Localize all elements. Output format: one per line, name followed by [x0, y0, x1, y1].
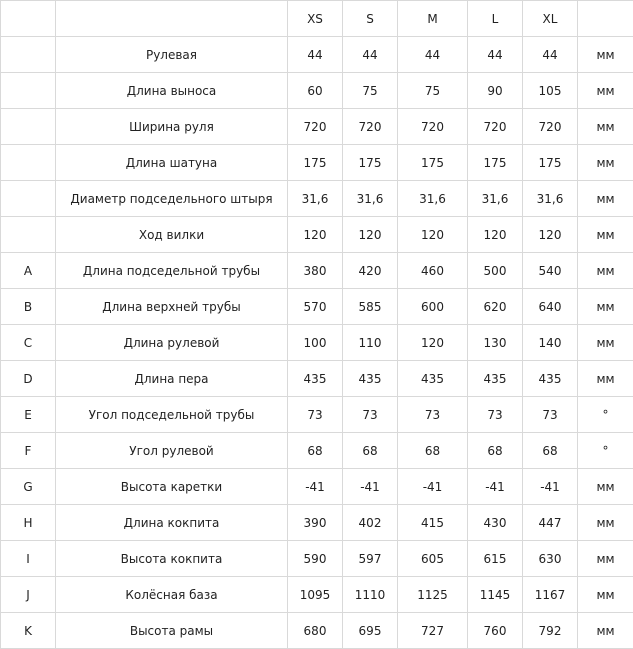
row-unit: °: [578, 397, 633, 433]
table-row: [1, 613, 633, 649]
table-row: [1, 577, 633, 613]
row-value-s: -41: [343, 469, 398, 505]
row-letter: [1, 37, 56, 73]
row-parameter-name: Высота рамы: [56, 613, 288, 649]
row-value-xl: 640: [523, 289, 578, 325]
row-unit: мм: [578, 37, 633, 73]
row-letter: [1, 145, 56, 181]
row-value-xl: 175: [523, 145, 578, 181]
row-letter: C: [1, 325, 56, 361]
row-value-xs: 380: [288, 253, 343, 289]
row-value-xl: 630: [523, 541, 578, 577]
row-letter: D: [1, 361, 56, 397]
row-value-xs: 590: [288, 541, 343, 577]
row-unit: мм: [578, 217, 633, 253]
row-value-m: 44: [398, 37, 468, 73]
row-unit: мм: [578, 145, 633, 181]
row-unit: мм: [578, 253, 633, 289]
row-letter: [1, 181, 56, 217]
row-parameter-name: Колёсная база: [56, 577, 288, 613]
row-value-xs: 175: [288, 145, 343, 181]
row-unit: мм: [578, 541, 633, 577]
row-value-l: 90: [468, 73, 523, 109]
table-row: [1, 73, 633, 109]
row-value-m: 73: [398, 397, 468, 433]
row-parameter-name: Длина подседельной трубы: [56, 253, 288, 289]
table-row: [1, 541, 633, 577]
row-value-xl: 435: [523, 361, 578, 397]
row-value-m: 727: [398, 613, 468, 649]
row-value-l: 500: [468, 253, 523, 289]
row-value-xl: 792: [523, 613, 578, 649]
row-value-xs: 1095: [288, 577, 343, 613]
table-row: [1, 361, 633, 397]
table-row: [1, 37, 633, 73]
size-header-l: L: [468, 1, 523, 37]
row-value-m: 120: [398, 217, 468, 253]
row-value-s: 68: [343, 433, 398, 469]
row-letter: F: [1, 433, 56, 469]
row-value-xl: 44: [523, 37, 578, 73]
row-value-m: 605: [398, 541, 468, 577]
row-letter: [1, 109, 56, 145]
row-letter: J: [1, 577, 56, 613]
row-letter: H: [1, 505, 56, 541]
row-value-s: 720: [343, 109, 398, 145]
row-value-xs: 120: [288, 217, 343, 253]
row-value-m: 68: [398, 433, 468, 469]
row-unit: мм: [578, 361, 633, 397]
row-value-l: 130: [468, 325, 523, 361]
row-letter: [1, 73, 56, 109]
row-value-l: 720: [468, 109, 523, 145]
row-letter: I: [1, 541, 56, 577]
row-letter: K: [1, 613, 56, 649]
row-parameter-name: Ширина руля: [56, 109, 288, 145]
row-parameter-name: Высота каретки: [56, 469, 288, 505]
row-value-m: 600: [398, 289, 468, 325]
table-row: [1, 253, 633, 289]
size-header-xs: XS: [288, 1, 343, 37]
row-value-s: 120: [343, 217, 398, 253]
row-parameter-name: Высота кокпита: [56, 541, 288, 577]
row-value-l: 68: [468, 433, 523, 469]
row-unit: мм: [578, 577, 633, 613]
row-value-m: 415: [398, 505, 468, 541]
row-parameter-name: Угол подседельной трубы: [56, 397, 288, 433]
size-header-m: M: [398, 1, 468, 37]
header-unit-cell: [578, 1, 633, 37]
row-value-m: 175: [398, 145, 468, 181]
table-row: [1, 289, 633, 325]
row-value-m: 435: [398, 361, 468, 397]
row-value-s: 110: [343, 325, 398, 361]
header-name-cell: [56, 1, 288, 37]
row-value-s: 31,6: [343, 181, 398, 217]
row-value-xs: 720: [288, 109, 343, 145]
row-value-xl: 120: [523, 217, 578, 253]
row-value-s: 44: [343, 37, 398, 73]
row-parameter-name: Длина кокпита: [56, 505, 288, 541]
row-parameter-name: Длина выноса: [56, 73, 288, 109]
row-value-xl: 1167: [523, 577, 578, 613]
row-value-xs: 100: [288, 325, 343, 361]
row-value-m: 75: [398, 73, 468, 109]
row-parameter-name: Длина верхней трубы: [56, 289, 288, 325]
row-value-s: 175: [343, 145, 398, 181]
size-header-xl: XL: [523, 1, 578, 37]
row-value-l: 44: [468, 37, 523, 73]
row-letter: B: [1, 289, 56, 325]
row-value-s: 597: [343, 541, 398, 577]
row-parameter-name: Рулевая: [56, 37, 288, 73]
row-unit: мм: [578, 325, 633, 361]
row-value-xs: 390: [288, 505, 343, 541]
geometry-table-body: [1, 1, 633, 649]
row-parameter-name: Угол рулевой: [56, 433, 288, 469]
row-unit: мм: [578, 181, 633, 217]
row-value-l: 73: [468, 397, 523, 433]
table-row: [1, 181, 633, 217]
header-row: [1, 1, 633, 37]
row-value-l: 430: [468, 505, 523, 541]
row-value-xl: 540: [523, 253, 578, 289]
row-value-xl: 105: [523, 73, 578, 109]
row-value-s: 435: [343, 361, 398, 397]
row-value-s: 75: [343, 73, 398, 109]
row-value-l: 1145: [468, 577, 523, 613]
row-value-xs: 60: [288, 73, 343, 109]
row-value-l: 615: [468, 541, 523, 577]
row-value-m: 31,6: [398, 181, 468, 217]
row-unit: °: [578, 433, 633, 469]
row-value-xs: 73: [288, 397, 343, 433]
size-header-s: S: [343, 1, 398, 37]
row-value-xs: 570: [288, 289, 343, 325]
row-unit: мм: [578, 73, 633, 109]
row-value-xl: 447: [523, 505, 578, 541]
row-value-l: 120: [468, 217, 523, 253]
row-letter: A: [1, 253, 56, 289]
row-value-s: 73: [343, 397, 398, 433]
row-value-xl: 73: [523, 397, 578, 433]
row-unit: мм: [578, 109, 633, 145]
row-parameter-name: Длина рулевой: [56, 325, 288, 361]
row-parameter-name: Длина шатуна: [56, 145, 288, 181]
table-row: [1, 433, 633, 469]
row-value-l: 760: [468, 613, 523, 649]
table-row: [1, 469, 633, 505]
row-value-s: 695: [343, 613, 398, 649]
row-value-l: 435: [468, 361, 523, 397]
table-row: [1, 145, 633, 181]
row-value-s: 402: [343, 505, 398, 541]
row-parameter-name: Диаметр подседельного штыря: [56, 181, 288, 217]
row-value-xl: 140: [523, 325, 578, 361]
row-unit: мм: [578, 469, 633, 505]
row-value-xl: 720: [523, 109, 578, 145]
row-value-xl: -41: [523, 469, 578, 505]
row-value-m: 1125: [398, 577, 468, 613]
row-letter: E: [1, 397, 56, 433]
row-value-l: 31,6: [468, 181, 523, 217]
row-value-m: 460: [398, 253, 468, 289]
table-row: [1, 397, 633, 433]
row-value-xs: 44: [288, 37, 343, 73]
table-row: [1, 505, 633, 541]
table-row: [1, 325, 633, 361]
row-unit: мм: [578, 289, 633, 325]
row-value-xs: 435: [288, 361, 343, 397]
row-value-l: 620: [468, 289, 523, 325]
row-unit: мм: [578, 505, 633, 541]
table-row: [1, 109, 633, 145]
row-value-xl: 31,6: [523, 181, 578, 217]
row-parameter-name: Длина пера: [56, 361, 288, 397]
row-value-m: -41: [398, 469, 468, 505]
row-value-xs: -41: [288, 469, 343, 505]
row-value-xl: 68: [523, 433, 578, 469]
row-letter: G: [1, 469, 56, 505]
row-value-s: 585: [343, 289, 398, 325]
table-row: [1, 217, 633, 253]
row-value-m: 120: [398, 325, 468, 361]
row-value-l: 175: [468, 145, 523, 181]
row-value-l: -41: [468, 469, 523, 505]
row-value-xs: 31,6: [288, 181, 343, 217]
header-letter-cell: [1, 1, 56, 37]
row-value-m: 720: [398, 109, 468, 145]
row-unit: мм: [578, 613, 633, 649]
row-value-s: 420: [343, 253, 398, 289]
row-value-s: 1110: [343, 577, 398, 613]
row-letter: [1, 217, 56, 253]
row-value-xs: 68: [288, 433, 343, 469]
row-value-xs: 680: [288, 613, 343, 649]
row-parameter-name: Ход вилки: [56, 217, 288, 253]
